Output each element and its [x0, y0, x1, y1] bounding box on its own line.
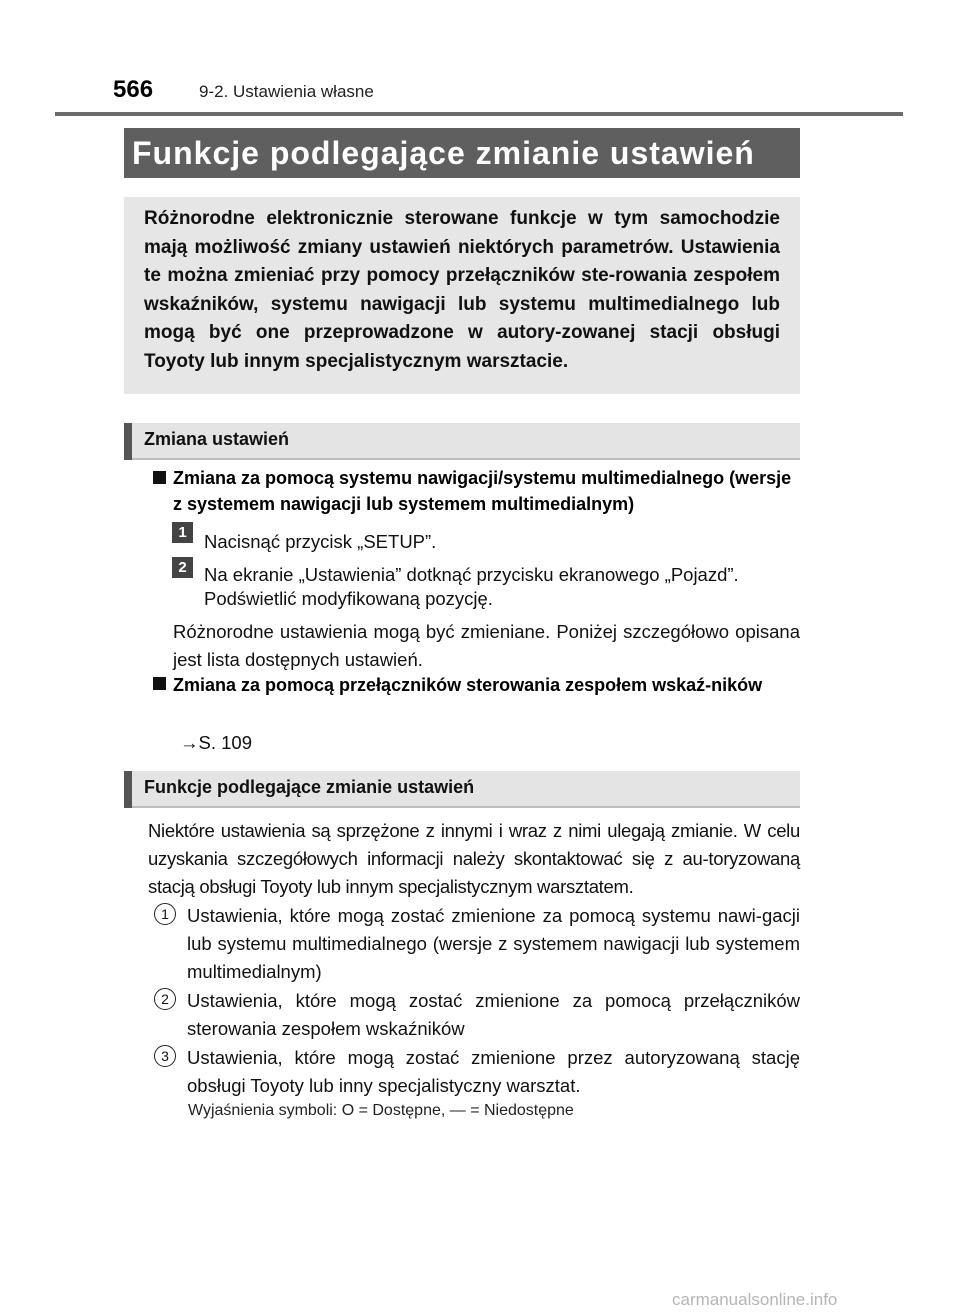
page-title: Funkcje podlegające zmianie ustawień — [132, 135, 755, 171]
legend-number-3: 3 — [154, 1045, 176, 1067]
section-2-paragraph: Niektóre ustawienia są sprzężone z innymi i wraz z nimi ulegają zmianie. W celu uzyskania szczegółowych informacji należy skontaktować się z au-toryzowaną stacją obsługi Toyoty lub innym specjalistycznym warsztatem. — [148, 820, 800, 897]
legend-item-1: Ustawienia, które mogą zostać zmienione za pomocą systemu nawi-gacji lub systemu multimedialnego (wersje z systemem nawigacji lub systemem multimedialnym) — [187, 905, 800, 982]
heading-accent-bar — [124, 771, 132, 808]
intro-box — [124, 197, 800, 394]
page-number: 566 — [113, 76, 154, 103]
section-heading-text: Zmiana ustawień — [144, 429, 290, 449]
heading-accent-bar — [124, 423, 132, 460]
step-2-text-continued: Podświetlić modyfikowaną pozycję. — [204, 588, 493, 609]
legend-item-3: Ustawienia, które mogą zostać zmienione przez autoryzowaną stację obsługi Toyoty lub inny specjalistyczny warsztat. — [187, 1047, 800, 1096]
header-rule — [55, 112, 903, 116]
legend-item-2: Ustawienia, które mogą zostać zmienione za pomocą przełączników sterowania zespołem wskaźników — [187, 990, 800, 1039]
symbol-legend: Wyjaśnienia symboli: O = Dostępne, — = Niedostępne — [188, 1102, 574, 1119]
intro-text: Różnorodne elektronicznie sterowane funkcje w tym samochodzie mają możliwość zmiany ustawień niektórych parametrów. Ustawienia te można zmieniać przy pomocy przełączników ste-rowania zespołem wskaźników, systemu nawigacji lub systemu multimedialnego lub mogą być one przeprowadzone w autory-zowanej stacji obsługi Toyoty lub innym specjalistycznym warsztacie. — [144, 208, 780, 372]
square-bullet-icon — [153, 677, 166, 690]
step-2-text: Na ekranie „Ustawienia” dotknąć przycisku ekranowego „Pojazd”. — [204, 564, 739, 585]
section-breadcrumb: 9-2. Ustawienia własne — [199, 82, 374, 101]
step-number-1: 1 — [172, 522, 193, 543]
square-bullet-icon — [153, 471, 166, 484]
section-heading-text: Funkcje podlegające zmianie ustawień — [144, 777, 475, 797]
page-title-bar — [124, 128, 800, 178]
step-number-2: 2 — [172, 557, 193, 578]
section-heading-zmiana — [124, 423, 800, 460]
item-heading-switches: Zmiana za pomocą przełączników sterowania zespołem wskaź-ników — [173, 675, 763, 695]
step-1-text: Nacisnąć przycisk „SETUP”. — [204, 531, 437, 552]
item-1-note: Różnorodne ustawienia mogą być zmieniane. Poniżej szczegółowo opisana jest lista dostępnych ustawień. — [173, 621, 800, 670]
legend-number-2: 2 — [154, 988, 176, 1010]
item-heading-navigation: Zmiana za pomocą systemu nawigacji/systemu multimedialnego (wersje z systemem nawigacji lub systemem multimedialnym) — [173, 468, 792, 514]
page-reference-link[interactable]: →S. 109 — [180, 732, 252, 753]
watermark: carmanualsonline.info — [672, 1290, 838, 1309]
legend-number-1: 1 — [154, 903, 176, 925]
section-heading-funkcje — [124, 771, 800, 808]
